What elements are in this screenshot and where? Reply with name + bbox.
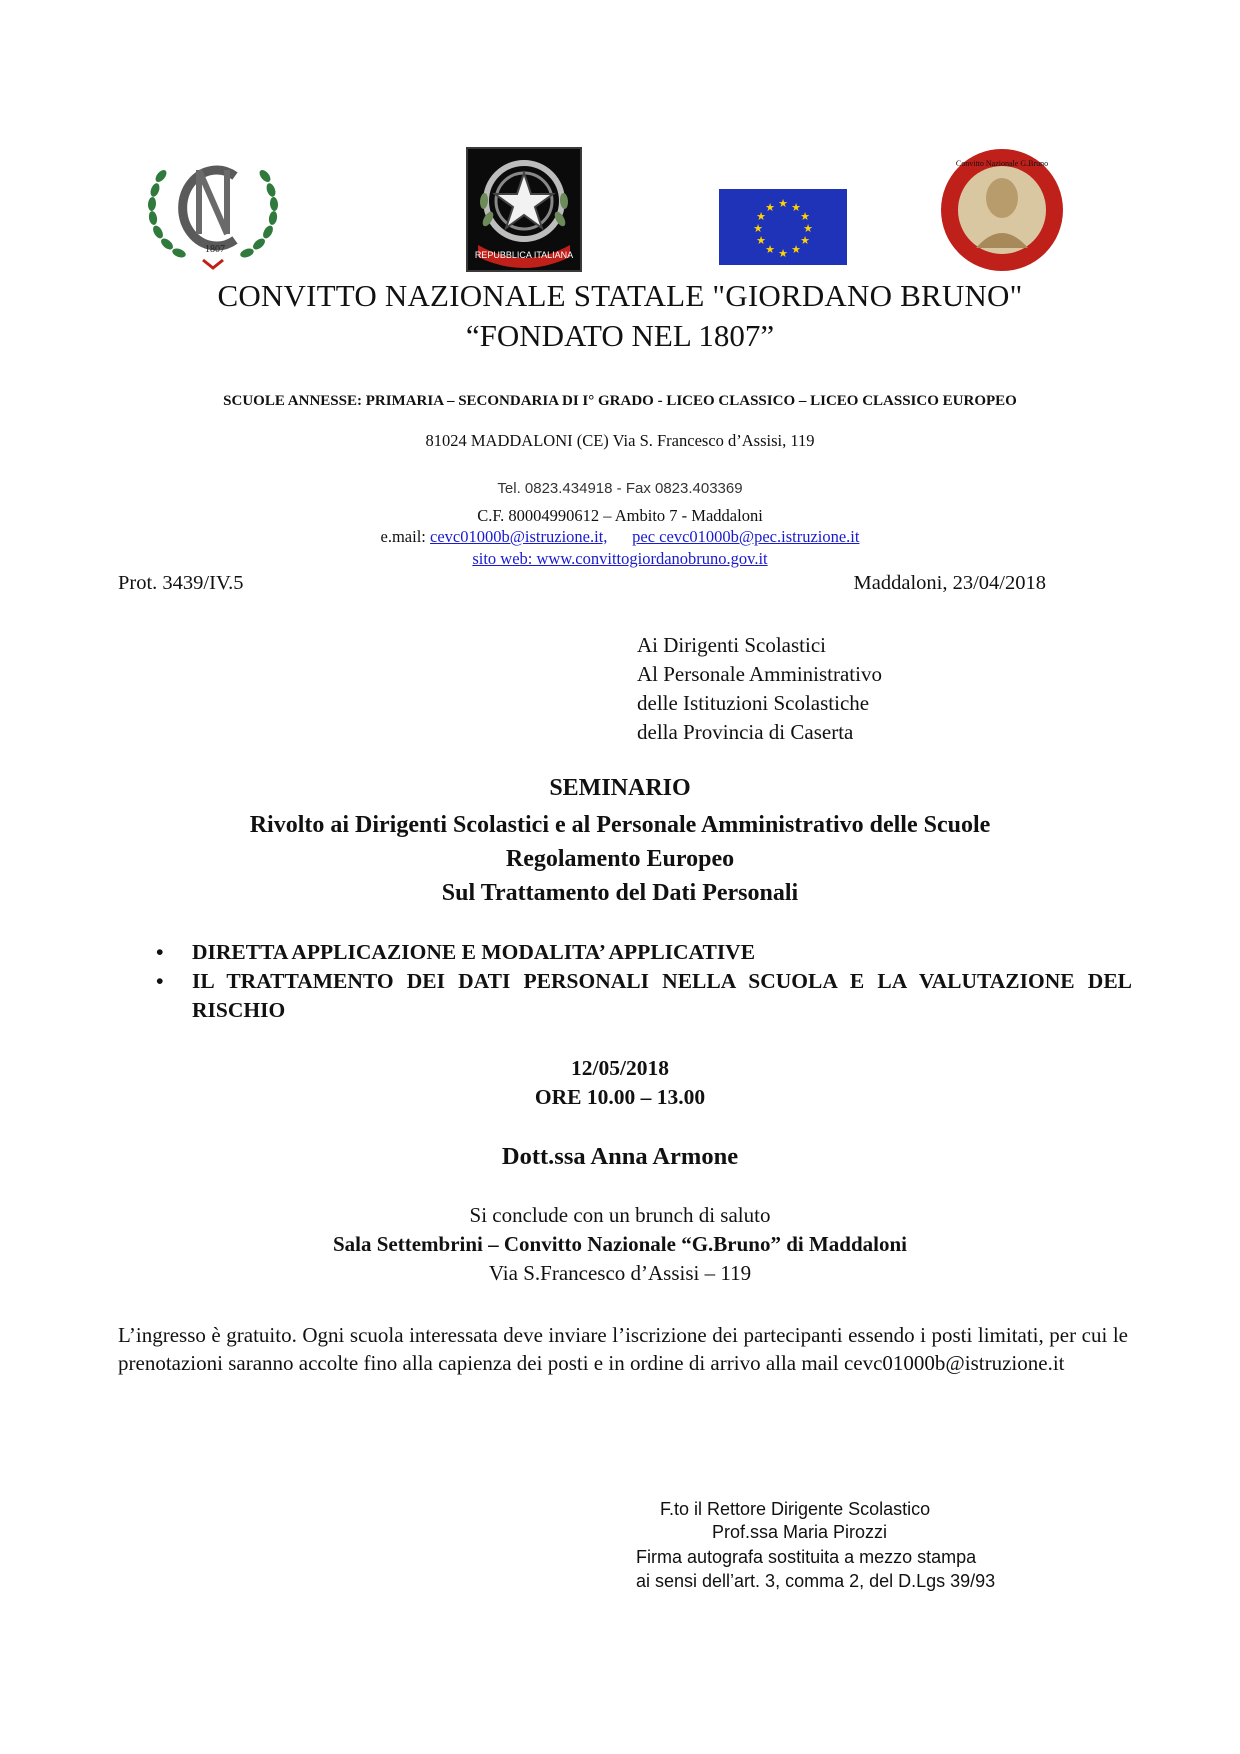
eu-flag [719, 189, 847, 265]
annexed-schools: SCUOLE ANNESSE: PRIMARIA – SECONDARIA DI I° GRADO - LICEO CLASSICO – LICEO CLASSICO EUROPEO [223, 393, 1017, 409]
signature-name: Prof.ssa Maria Pirozzi [712, 1522, 888, 1542]
protocol-number: Prot. 3439/IV.5 [118, 572, 244, 594]
topic-list [156, 938, 1132, 1025]
seminar-subtitle-line: Sul Trattamento del Dati Personali [441, 880, 799, 906]
pec-link[interactable]: pec cevc01000b@pec.istruzione.it [632, 527, 860, 546]
seminar-subtitle-line: Rivolto ai Dirigenti Scolastici e al Personale Amministrativo delle Scuole [249, 812, 991, 838]
bullet-dot: • [156, 969, 164, 993]
recipients-block [637, 631, 882, 747]
venue-name: Sala Settembrini – Convitto Nazionale “G.Bruno” di Maddaloni [332, 1232, 908, 1256]
recipient-line: della Provincia di Caserta [637, 720, 854, 744]
recipient-line: delle Istituzioni Scolastiche [637, 691, 870, 715]
seminar-hours: ORE 10.00 – 13.00 [534, 1085, 706, 1109]
signature-note: Firma autografa sostituita a mezzo stampa [636, 1547, 977, 1567]
website-link[interactable]: sito web: www.convittogiordanobruno.gov.it [472, 549, 768, 568]
email-label: e.mail: [380, 527, 430, 546]
svg-text:★: ★ [756, 210, 766, 223]
fiscal-code: C.F. 80004990612 – Ambito 7 - Maddaloni [477, 506, 763, 525]
email-line [0, 527, 1240, 547]
email-link[interactable]: cevc01000b@istruzione.it, [430, 527, 608, 546]
seal-ring-text: Convitto Nazionale G.Bruno [955, 159, 1049, 168]
place-date: Maddaloni, 23/04/2018 [853, 572, 1046, 594]
svg-text:★: ★ [778, 197, 788, 210]
recipient-line: Al Personale Amministrativo [637, 662, 882, 686]
svg-text:★: ★ [800, 210, 810, 223]
school-address: 81024 MADDALONI (CE) Via S. Francesco d’Assisi, 119 [425, 431, 815, 450]
cn-logo-year: 1807 [205, 244, 225, 255]
bullet-dot: • [156, 940, 164, 964]
brunch-note: Si conclude con un brunch di saluto [469, 1203, 771, 1227]
svg-text:★: ★ [791, 201, 801, 214]
republic-emblem-text: REPUBBLICA ITALIANA [474, 250, 574, 260]
svg-text:★: ★ [756, 234, 766, 247]
school-title: CONVITTO NAZIONALE STATALE "GIORDANO BRUNO" [217, 278, 1023, 313]
seminar-date: 12/05/2018 [571, 1056, 669, 1080]
topic-item [156, 938, 1132, 967]
topic-text: IL TRATTAMENTO DEI DATI PERSONALI NELLA SCUOLA E LA VALUTAZIONE DEL RISCHIO [192, 969, 1132, 1022]
seminar-subtitle-line: Regolamento Europeo [505, 846, 735, 872]
svg-text:★: ★ [765, 201, 775, 214]
recipient-line: Ai Dirigenti Scolastici [637, 633, 826, 657]
svg-text:★: ★ [803, 222, 813, 235]
convitto-cn-logo [143, 148, 283, 270]
school-founded: “FONDATO NEL 1807” [465, 318, 775, 353]
signature-legal-ref: ai sensi dell’art. 3, comma 2, del D.Lgs 39/93 [636, 1571, 996, 1591]
svg-text:★: ★ [791, 243, 801, 256]
topic-text: DIRETTA APPLICAZIONE E MODALITA’ APPLICATIVE [192, 940, 756, 964]
seminar-title: SEMINARIO [549, 775, 691, 801]
svg-text:★: ★ [800, 234, 810, 247]
giordano-bruno-seal [940, 148, 1064, 272]
seminar-speaker: Dott.ssa Anna Armone [501, 1143, 739, 1170]
svg-text:★: ★ [778, 247, 788, 260]
svg-text:★: ★ [753, 222, 763, 235]
signature-role: F.to il Rettore Dirigente Scolastico [660, 1499, 931, 1519]
topic-item [156, 967, 1132, 1025]
website-line [0, 549, 1240, 569]
venue-street: Via S.Francesco d’Assisi – 119 [488, 1261, 752, 1285]
svg-text:★: ★ [765, 243, 775, 256]
italian-republic-emblem [466, 147, 582, 272]
phone-fax: Tel. 0823.434918 - Fax 0823.403369 [497, 480, 743, 497]
registration-paragraph: L’ingresso è gratuito. Ogni scuola interessata deve inviare l’iscrizione dei partecipanti essendo i posti limitati, per cui le prenotazioni saranno accolte fino alla capienza dei posti e in ordine di arrivo alla mail cevc01000b@istruzione.it [118, 1323, 1128, 1375]
seminar-subtitle [0, 808, 1240, 910]
